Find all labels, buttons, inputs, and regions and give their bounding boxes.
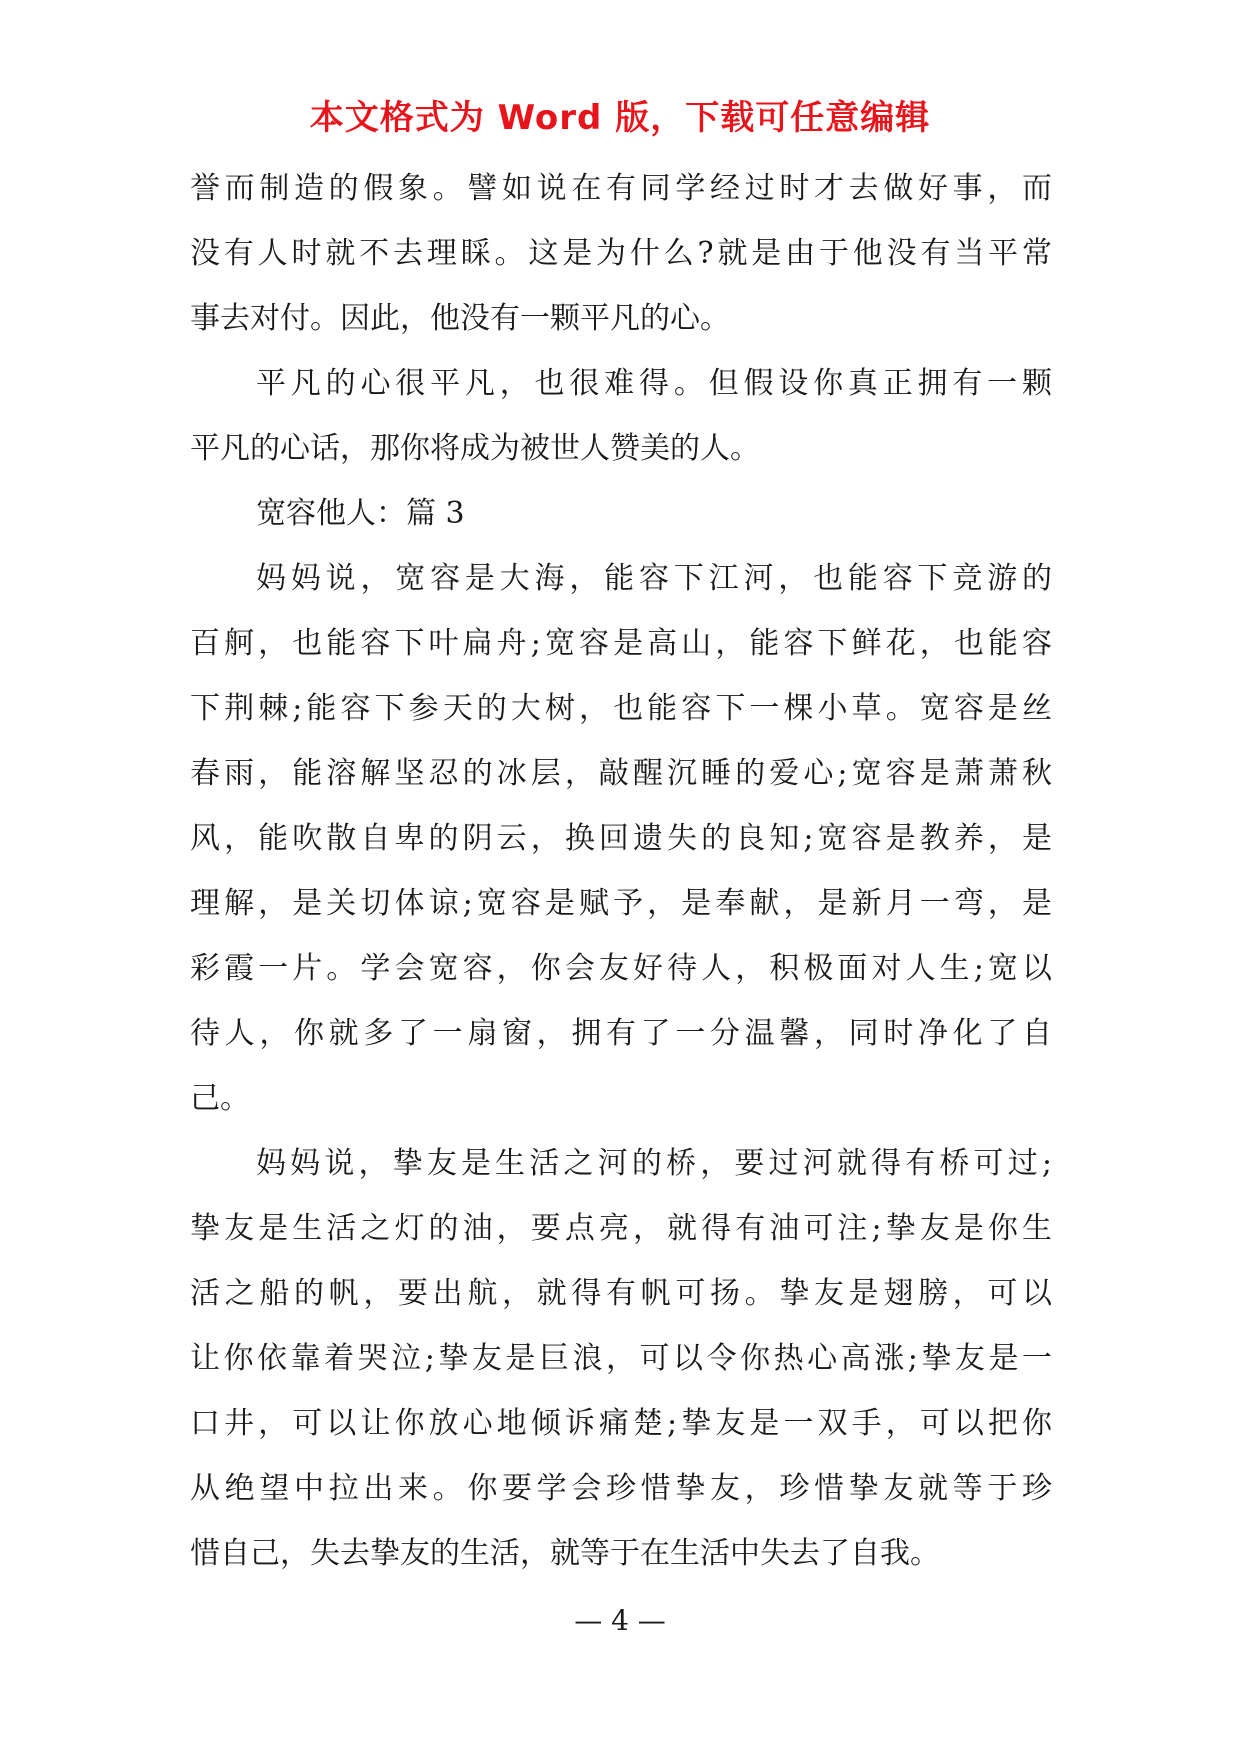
text-line: 从绝望中拉出来。你要学会珍惜挚友，珍惜挚友就等于珍 bbox=[190, 1471, 1052, 1506]
text-line: 平凡的心话，那你将成为被世人赞美的人。 bbox=[190, 431, 760, 466]
text-line: 誉而制造的假象。譬如说在有同学经过时才去做好事，而 bbox=[190, 171, 1052, 206]
text-line: 己。 bbox=[190, 1081, 250, 1116]
text-line: 让你依靠着哭泣;挚友是巨浪，可以令你热心高涨;挚友是一 bbox=[190, 1341, 1052, 1376]
text-line: 待人，你就多了一扇窗，拥有了一分温馨，同时净化了自 bbox=[190, 1016, 1052, 1051]
text-line: 平凡的心很平凡，也很难得。但假设你真正拥有一颗 bbox=[256, 366, 1052, 401]
text-line: 风，能吹散自卑的阴云，换回遗失的良知;宽容是教养，是 bbox=[190, 821, 1052, 856]
text-line: 挚友是生活之灯的油，要点亮，就得有油可注;挚友是你生 bbox=[190, 1211, 1052, 1246]
body-text bbox=[190, 156, 1052, 1586]
text-line: 活之船的帆，要出航，就得有帆可扬。挚友是翅膀，可以 bbox=[190, 1276, 1052, 1311]
text-line: 春雨，能溶解坚忍的冰层，敲醒沉睡的爱心;宽容是萧萧秋 bbox=[190, 756, 1052, 791]
text-line: 口井，可以让你放心地倾诉痛楚;挚友是一双手，可以把你 bbox=[190, 1406, 1052, 1441]
text-line: 事去对付。因此，他没有一颗平凡的心。 bbox=[190, 301, 730, 336]
text-line: 理解，是关切体谅;宽容是赋予，是奉献，是新月一弯，是 bbox=[190, 886, 1052, 921]
text-line: 没有人时就不去理睬。这是为什么?就是由于他没有当平常 bbox=[190, 236, 1052, 271]
section-heading: 宽容他人：篇 3 bbox=[256, 496, 465, 531]
text-line: 百舸，也能容下叶扁舟;宽容是高山，能容下鲜花，也能容 bbox=[190, 626, 1052, 661]
text-line: 妈妈说，挚友是生活之河的桥，要过河就得有桥可过; bbox=[256, 1146, 1052, 1181]
text-line: 彩霞一片。学会宽容，你会友好待人，积极面对人生;宽以 bbox=[190, 951, 1052, 986]
text-line: 下荆棘;能容下参天的大树，也能容下一棵小草。宽容是丝 bbox=[190, 691, 1052, 726]
text-line: 惜自己，失去挚友的生活，就等于在生活中失去了自我。 bbox=[190, 1536, 940, 1571]
text-line: 妈妈说，宽容是大海，能容下江河，也能容下竞游的 bbox=[256, 561, 1052, 596]
page-number: — 4 — bbox=[574, 1604, 666, 1637]
header-notice: 本文格式为 Word 版，下载可任意编辑 bbox=[309, 98, 931, 138]
